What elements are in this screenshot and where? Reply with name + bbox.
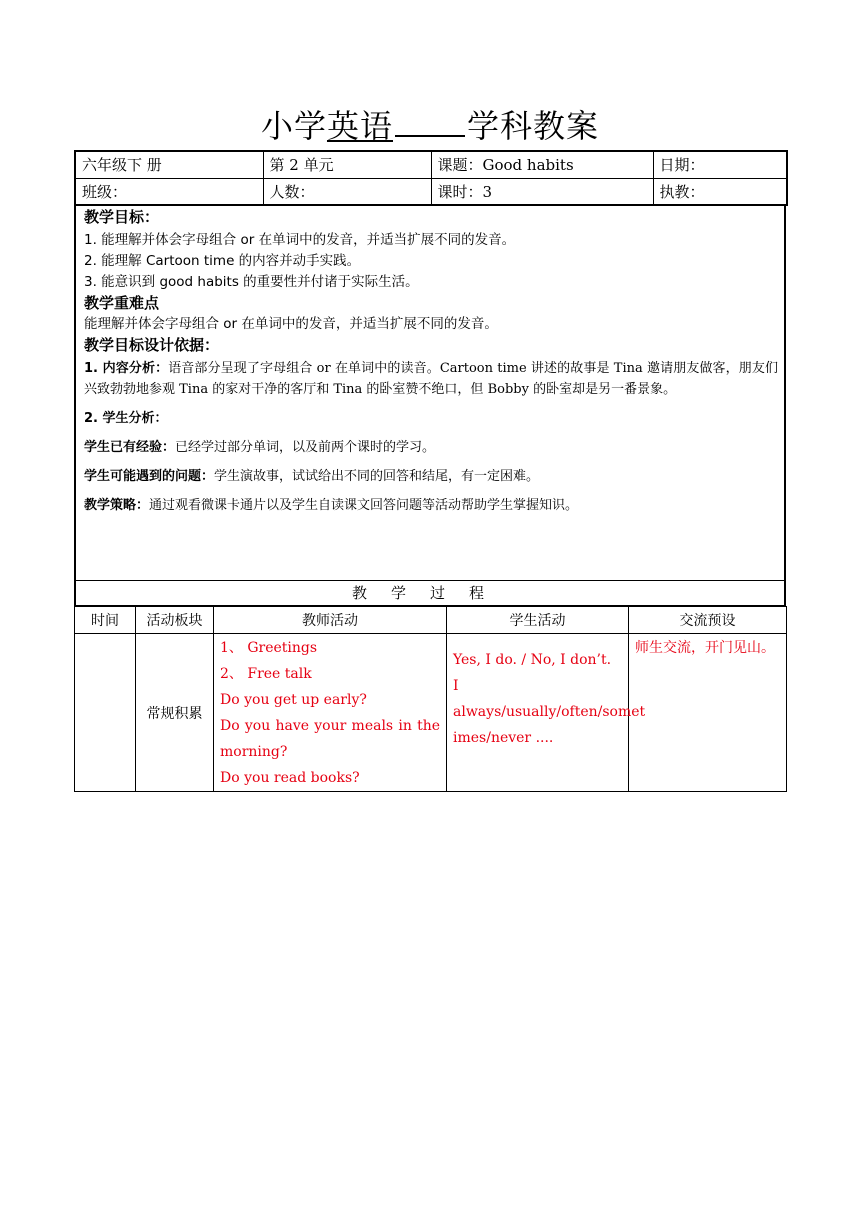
teacher-cell: 执教： (653, 178, 787, 205)
student-activity-cell (447, 634, 646, 792)
prior-experience-text: 已经学过部分单词，以及前两个课时的学习。 (175, 440, 436, 455)
process-table (74, 606, 787, 792)
student-line: Yes, I do. / No, I don’t. (453, 652, 612, 668)
page-title (0, 104, 860, 148)
student-analysis-label: 2. 学生分析： (84, 411, 168, 426)
objective-item: 1. 能理解并体会字母组合 or 在单词中的发音，并适当扩展不同的发音。 (84, 232, 516, 248)
col-preset: 交流预设 (629, 607, 787, 634)
key-points-text: 能理解并体会字母组合 or 在单词中的发音，并适当扩展不同的发音。 (84, 316, 498, 332)
time-cell (75, 634, 136, 792)
title-blank-underline (395, 105, 465, 137)
content-analysis-text: 语音部分呈现了字母组合 or 在单词中的读音。Cartoon time 讲述的故事是 Tina 邀请朋友做客，朋友们兴致勃勃地参观 Tina 的家对干净的客厅和 Tina 的卧室赞不绝口，但 Bobby 的卧室却是另一番景象。 (84, 361, 778, 397)
topic-cell: 课题：Good habits (431, 151, 653, 178)
teacher-line: Do you get up early? (220, 692, 367, 708)
date-cell: 日期： (653, 151, 787, 178)
prior-experience (84, 437, 778, 458)
block-cell: 常规积累 (136, 634, 214, 792)
prior-experience-label: 学生已有经验： (84, 440, 176, 455)
objectives-heading: 教学目标： (84, 208, 160, 226)
lesson-header-table (74, 150, 788, 206)
col-time: 时间 (75, 607, 136, 634)
objective-item: 2. 能理解 Cartoon time 的内容并动手实践。 (84, 253, 361, 269)
design-basis-heading: 教学目标设计依据： (84, 336, 220, 354)
title-suffix: 学科教案 (467, 107, 600, 145)
col-teacher: 教师活动 (214, 607, 447, 634)
col-student: 学生活动 (447, 607, 629, 634)
key-points-heading: 教学重难点 (84, 294, 160, 312)
teacher-line: Do you read books? (220, 770, 360, 786)
period-cell: 课时：3 (431, 178, 653, 205)
possible-problems-text: 学生演故事，试试给出不同的回答和结尾，有一定困难。 (214, 469, 540, 484)
grade-cell: 六年级下 册 (75, 151, 263, 178)
teacher-line: Do you have your meals in the (220, 718, 440, 734)
teaching-strategy-label: 教学策略： (84, 498, 150, 513)
class-cell: 班级： (75, 178, 263, 205)
objective-item: 3. 能意识到 good habits 的重要性并付诸于实际生活。 (84, 274, 419, 290)
content-analysis (84, 358, 778, 400)
student-line: always/usually/often/somet (453, 704, 646, 720)
teaching-strategy-text: 通过观看微课卡通片以及学生自读课文回答问题等活动帮助学生掌握知识。 (149, 498, 579, 513)
possible-problems (84, 466, 778, 487)
table-row (75, 634, 787, 792)
title-subject: 英语 (326, 107, 393, 145)
student-line: I (453, 678, 459, 694)
teacher-line: 2、 Free talk (220, 666, 312, 682)
col-block: 活动板块 (136, 607, 214, 634)
content-analysis-label: 1. 内容分析： (84, 361, 169, 376)
headcount-cell: 人数： (263, 178, 431, 205)
student-analysis (84, 408, 778, 429)
unit-cell: 第 2 单元 (263, 151, 431, 178)
teacher-activity-cell (214, 634, 447, 792)
student-line: imes/never .... (453, 730, 554, 746)
process-title: 教学过程 (74, 580, 786, 606)
title-prefix: 小学 (260, 107, 327, 145)
possible-problems-label: 学生可能遇到的问题： (84, 469, 215, 484)
teacher-line: 1、 Greetings (220, 640, 318, 656)
teacher-line: morning? (220, 744, 288, 760)
preset-cell: 师生交流，开门见山。 (629, 634, 787, 792)
teaching-strategy (84, 495, 778, 516)
objectives-section (74, 204, 786, 580)
